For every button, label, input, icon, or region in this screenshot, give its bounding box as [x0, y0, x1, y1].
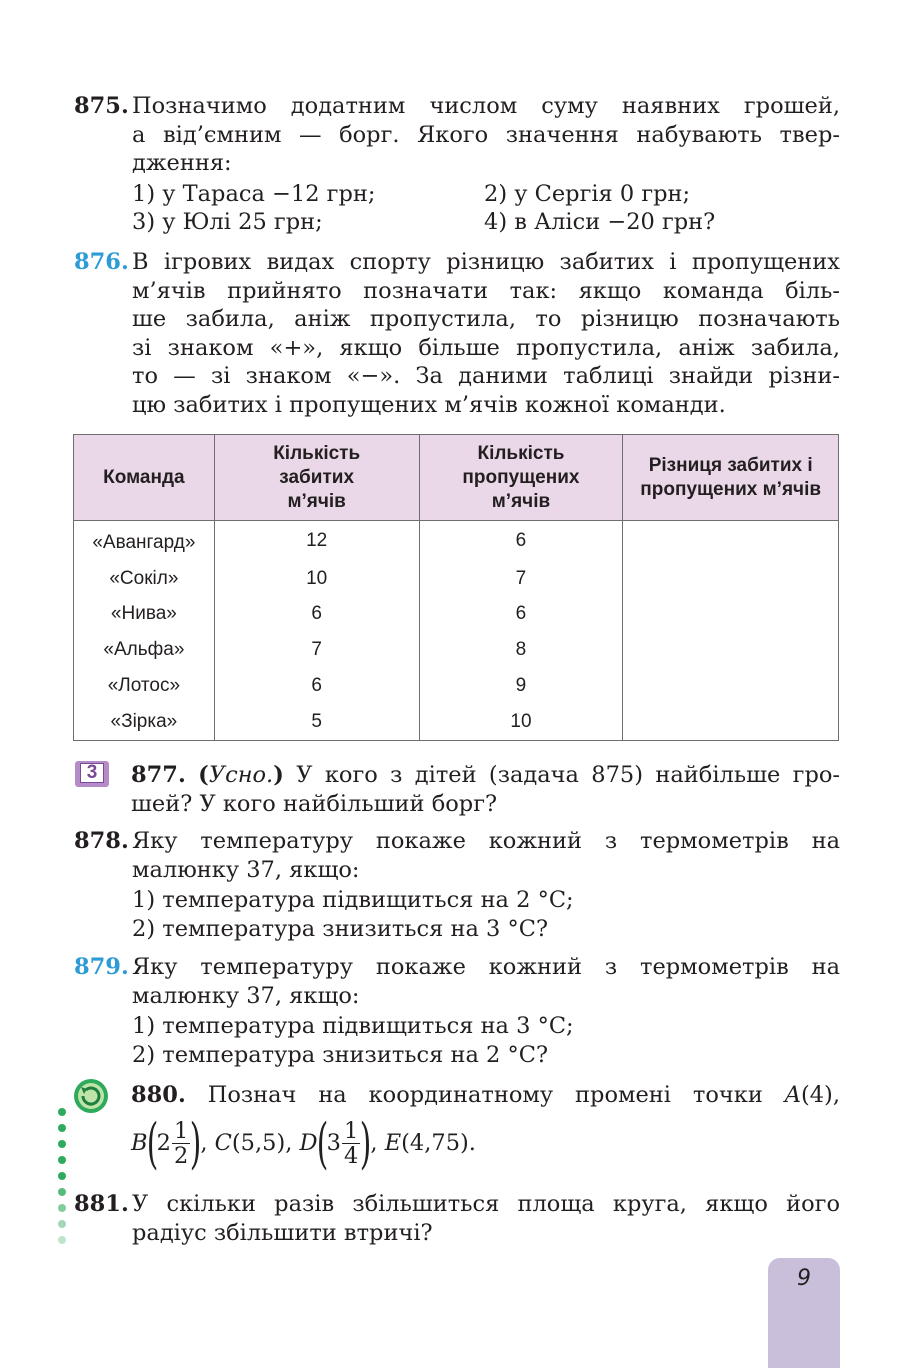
cell	[623, 668, 839, 704]
table-row	[74, 632, 839, 668]
oral-label: Усно.	[208, 762, 274, 788]
numerator: 1	[173, 1118, 189, 1144]
page-number: 9	[797, 1266, 811, 1291]
text-line: зі знаком «+», якщо більше пропустила, аніж забила,	[132, 334, 840, 361]
text-line: Яку температуру покаже кожний з термометрів на	[132, 954, 840, 980]
cell: 6	[419, 521, 623, 561]
cell: «Альфа»	[74, 632, 215, 668]
cell: 6	[214, 668, 419, 704]
cell: 7	[419, 561, 623, 597]
repeat-icon	[73, 1078, 109, 1114]
point-c-value: (5,5),	[231, 1130, 293, 1157]
goals-table	[73, 434, 839, 741]
point-c-label: C	[214, 1130, 232, 1157]
page-number-tab	[768, 1258, 840, 1368]
cell: «Зірка»	[74, 704, 215, 740]
badge-number: 3	[80, 763, 104, 783]
problem-878	[74, 827, 840, 943]
point-a-label: A	[784, 1082, 801, 1108]
cell: 9	[419, 668, 623, 704]
oral-task-icon	[75, 761, 109, 787]
text-line: малюнку 37, якщо:	[132, 856, 360, 883]
problem-877	[131, 761, 840, 818]
text-line: радіус збільшити втричі?	[132, 1219, 433, 1246]
text-line: Позначимо додатним числом суму наявних грошей,	[132, 93, 840, 119]
d-fraction	[342, 1119, 360, 1168]
cell: 12	[214, 521, 419, 561]
text-line: В ігрових видах спорту різницю забитих і пропущених	[132, 249, 840, 275]
item: 4) в Аліси −20 грн?	[484, 209, 716, 235]
problem-number: 880.	[131, 1082, 186, 1108]
header-team: Команда	[74, 435, 215, 521]
b-fraction	[172, 1119, 190, 1168]
problem-880: 880. Познач на координатному промені точки A(4), B ( 2 $\frac{1}{2}$ ) , C (5,5), D ( 3 $\frac{1}{4}$ ) , E (4,75).	[131, 1082, 840, 1175]
table-row	[74, 521, 839, 561]
problem-876	[74, 248, 840, 419]
table-row	[74, 704, 839, 740]
cell: «Авангард»	[74, 521, 215, 561]
point-e-value: (4,75).	[401, 1130, 476, 1157]
problem-number: 877.	[131, 762, 186, 788]
problem-881	[74, 1190, 840, 1247]
text-line: то — зі знаком «−». За даними таблиці знайди різни-	[132, 363, 840, 389]
item: 3) у Юлі 25 грн;	[132, 209, 323, 235]
text-line: м’ячів прийнято позначати так: якщо команда біль-	[132, 277, 840, 304]
cell: 7	[214, 632, 419, 668]
problem-number: 878.	[74, 828, 129, 854]
text-line: шей? У кого найбільший борг?	[131, 790, 498, 817]
cell: 6	[214, 597, 419, 633]
item: 1) температура підвищиться на 2 °C;	[132, 887, 574, 913]
table-row	[74, 668, 839, 704]
text-line: У кого з дітей (задача 875) найбільше гро-	[296, 762, 840, 788]
text-line: дження:	[132, 150, 232, 176]
table-header-row	[74, 435, 839, 521]
point-e-label: E	[384, 1130, 402, 1157]
problem-number: 881.	[74, 1191, 129, 1217]
point-d-label: D	[299, 1130, 318, 1157]
d-whole: 3	[326, 1130, 341, 1157]
b-whole: 2	[156, 1130, 171, 1157]
text-line: У скільки разів збільшиться площа круга, якщо його	[132, 1191, 840, 1217]
problem-875	[74, 92, 840, 237]
problem-number: 879.	[74, 954, 129, 980]
item: 1) температура підвищиться на 3 °C;	[132, 1013, 574, 1039]
text-line: Познач на координатному промені точки	[207, 1082, 763, 1108]
paren: (	[198, 762, 209, 788]
cell	[623, 632, 839, 668]
text-line: Яку температуру покаже кожний з термометрів на	[132, 828, 840, 854]
cell: «Сокіл»	[74, 561, 215, 597]
cell	[623, 704, 839, 740]
cell	[623, 597, 839, 633]
numerator: 1	[344, 1118, 359, 1144]
cell: 6	[419, 597, 623, 633]
cell: 10	[419, 704, 623, 740]
text-line: ше забила, аніж пропустила, то різницю позначають	[132, 306, 840, 332]
table-row	[74, 561, 839, 597]
item: 1) у Тараса −12 грн;	[132, 180, 376, 207]
paren: )	[273, 762, 284, 788]
problem-879	[74, 953, 840, 1069]
header-scored: Кількість забитих м’ячів	[214, 435, 419, 521]
item: 2) температура знизиться на 3 °C?	[132, 915, 549, 942]
point-b-label: B	[131, 1130, 148, 1157]
text-line: а від’ємним — борг. Якого значення набувають твер-	[132, 121, 840, 148]
denominator: 2	[173, 1143, 189, 1169]
cell: «Нива»	[74, 597, 215, 633]
text-line: малюнку 37, якщо:	[132, 982, 360, 1009]
text-line: цю забитих і пропущених м’ячів кожної команди.	[132, 391, 726, 418]
cell: 5	[214, 704, 419, 740]
table-row	[74, 597, 839, 633]
cell	[623, 561, 839, 597]
item: 2) температура знизиться на 2 °C?	[132, 1041, 549, 1068]
header-difference: Різниця забитих і пропущених м’ячів	[623, 435, 839, 521]
denominator: 4	[344, 1143, 359, 1169]
cell	[623, 521, 839, 561]
problem-number: 875.	[74, 93, 129, 119]
cell: 10	[214, 561, 419, 597]
cell: «Лотос»	[74, 668, 215, 704]
problem-number: 876.	[74, 249, 129, 275]
cell: 8	[419, 632, 623, 668]
item: 2) у Сергія 0 грн;	[484, 180, 691, 207]
point-a-value: (4),	[800, 1082, 840, 1108]
header-conceded: Кількість пропущених м’ячів	[419, 435, 623, 521]
